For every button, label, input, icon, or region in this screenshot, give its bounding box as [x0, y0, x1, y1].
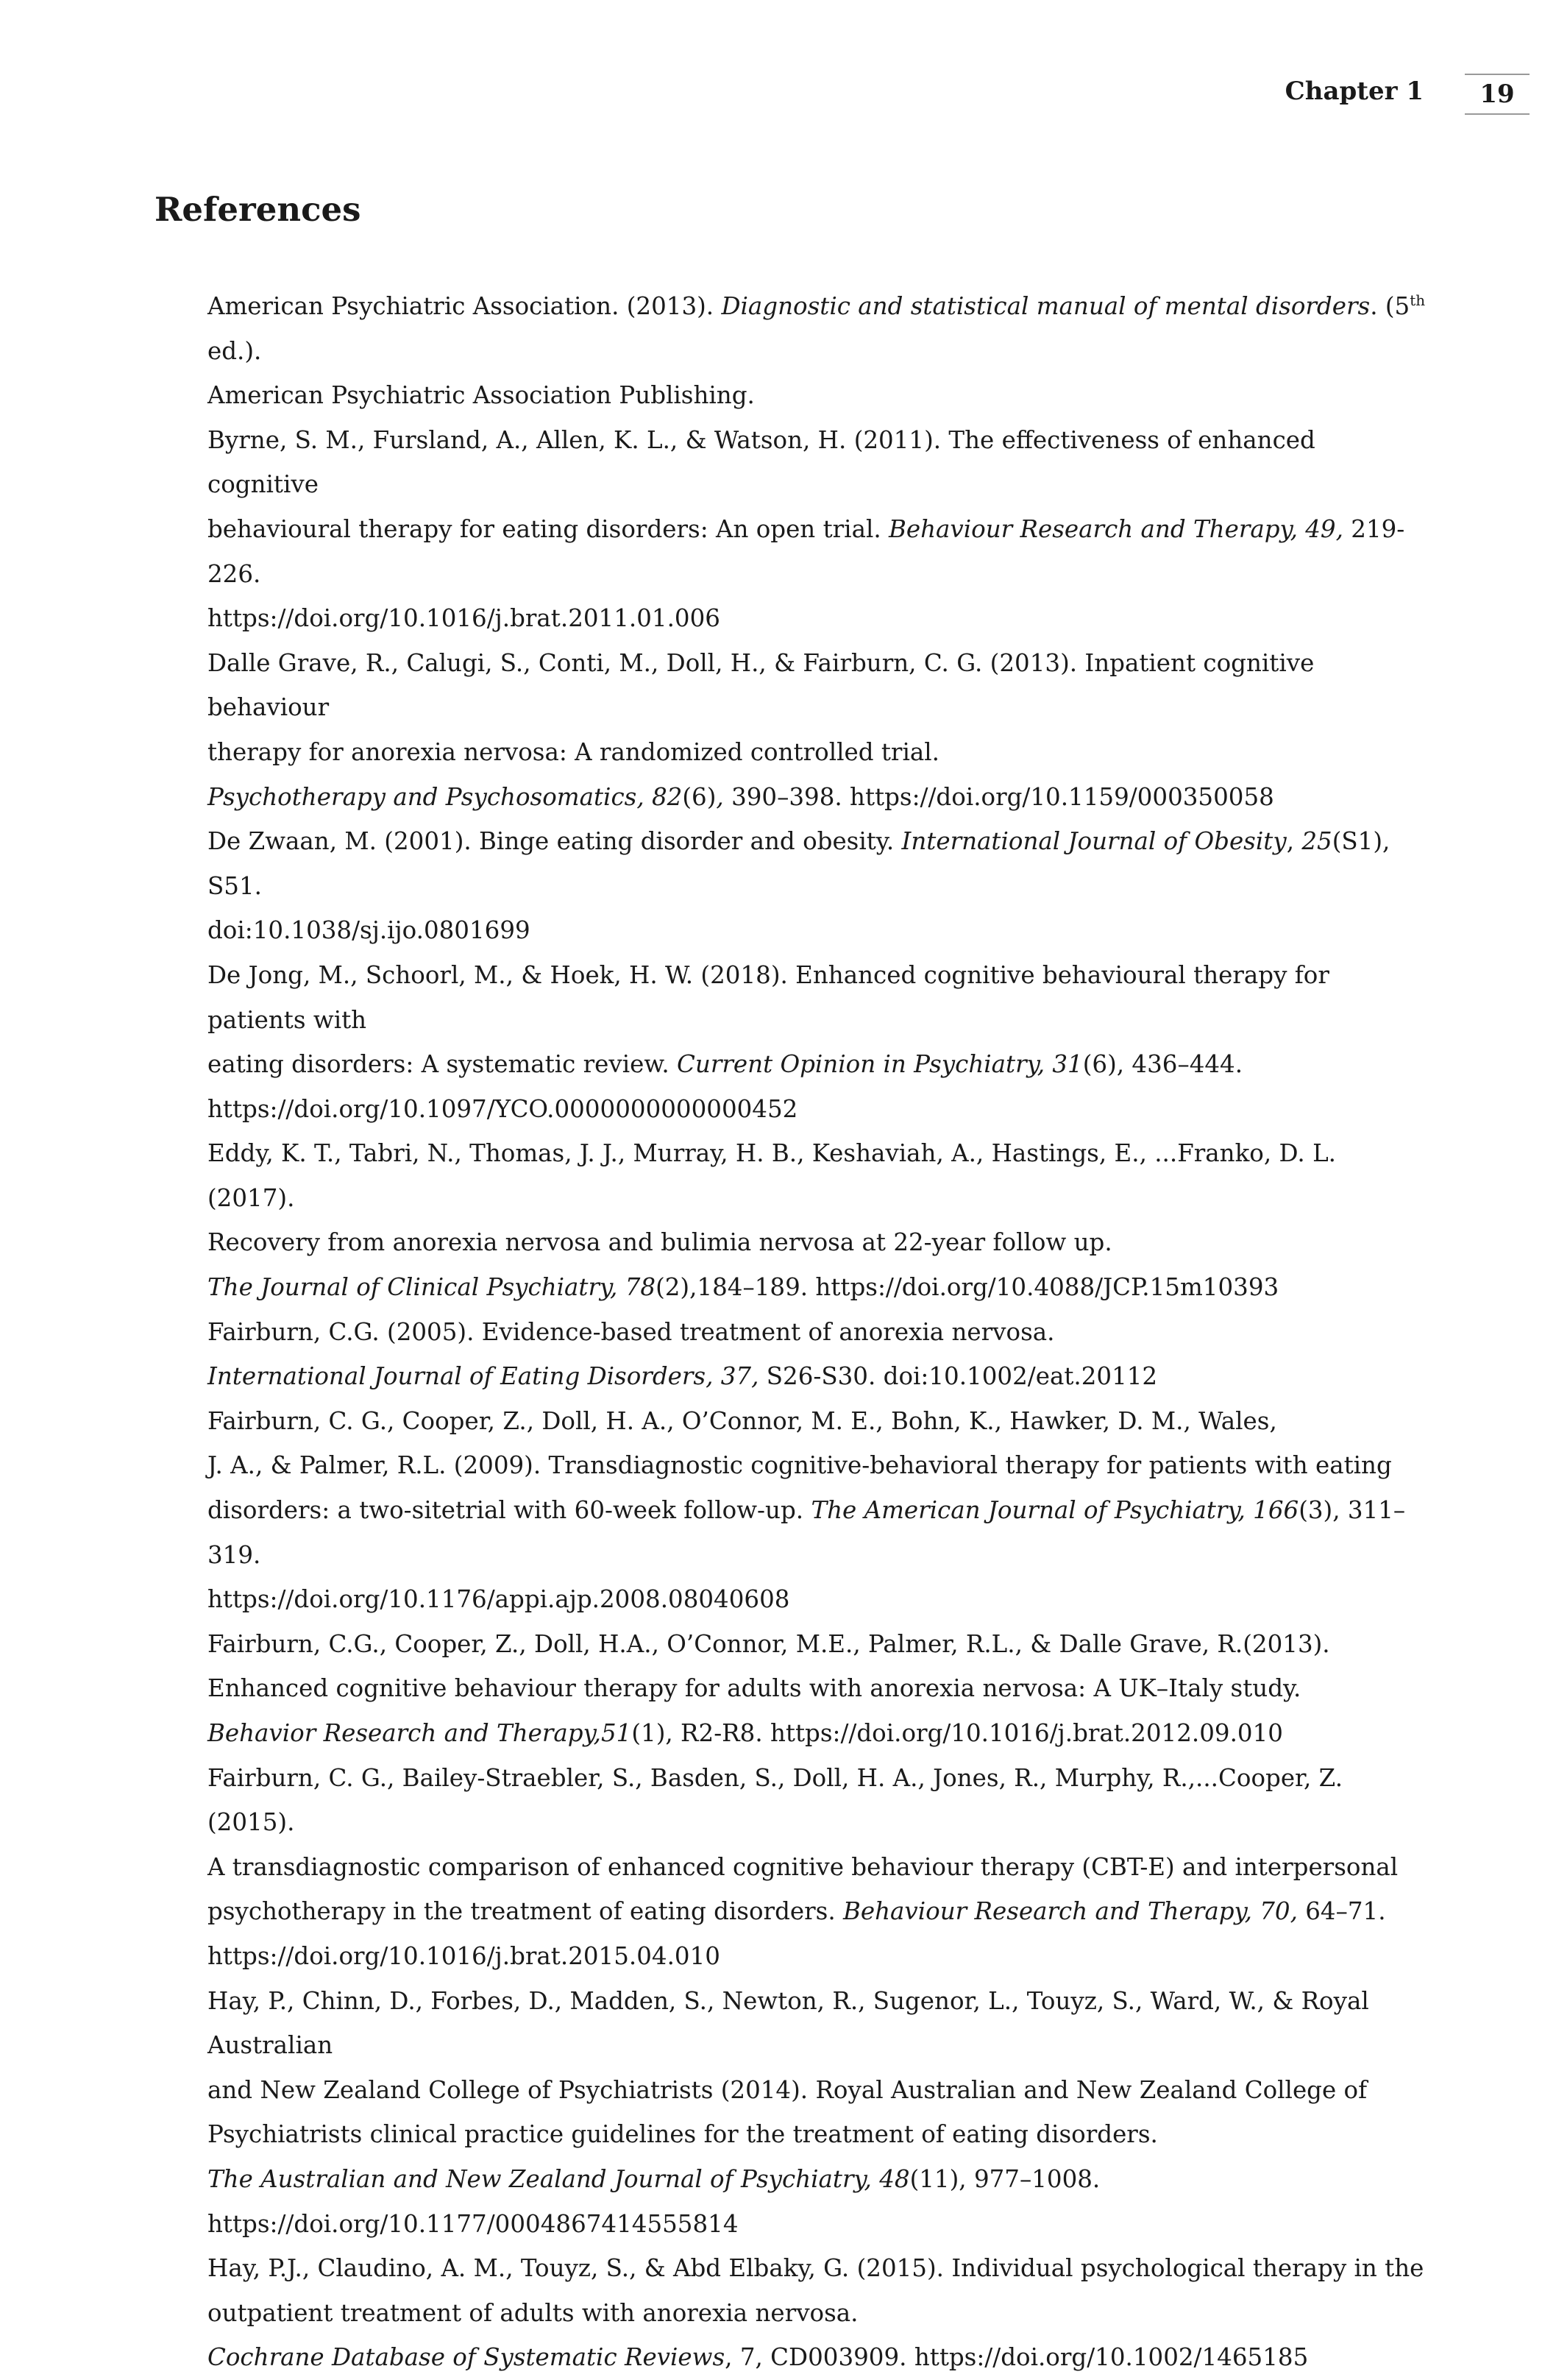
reference-text-segment: https://doi.org/10.1176/appi.ajp.2008.08040608	[207, 1585, 790, 1614]
reference-text-segment: , 7, CD003909. https://doi.org/10.1002/1465185	[725, 2343, 1309, 2372]
reference-text-segment: American Psychiatric Association Publishing.	[207, 381, 755, 410]
reference-line	[207, 418, 1427, 507]
reference-text-segment: Fairburn, C. G., Cooper, Z., Doll, H. A., O’Connor, M. E., Bohn, K., Hawker, D. M., Wales,	[207, 1406, 1277, 1435]
reference-text-segment: De Jong, M., Schoorl, M., & Hoek, H. W. (2018). Enhanced cognitive behavioural therapy for patients with	[207, 960, 1329, 1034]
reference-italic-segment: The Journal of Clinical Psychiatry, 78	[207, 1273, 656, 1302]
reference-italic-segment: Diagnostic and statistical manual of mental disorders	[721, 292, 1371, 320]
reference-text-segment: and New Zealand College of Psychiatrists (2014). Royal Australian and New Zealand College of	[207, 2075, 1368, 2104]
reference-italic-segment: Current Opinion in Psychiatry, 31	[677, 1050, 1083, 1079]
reference-text-segment: (S1), S51.	[207, 827, 1390, 900]
reference-line	[207, 1889, 1427, 1934]
reference-italic-segment: The Australian and New Zealand Journal of Psychiatry, 48	[207, 2164, 910, 2193]
reference-text-segment: disorders: a two-sitetrial with 60-week follow-up.	[207, 1496, 811, 1525]
reference-italic-segment: Cochrane Database of Systematic Reviews	[207, 2343, 725, 2372]
reference-line	[207, 507, 1427, 596]
reference-italic-segment: 25	[1301, 827, 1332, 856]
reference-italic-segment: Behaviour Research and Therapy, 70,	[842, 1897, 1298, 1926]
reference-text-segment: S26-S30. doi:10.1002/eat.20112	[759, 1362, 1158, 1391]
reference-line	[207, 1087, 1427, 1132]
reference-italic-segment: Behavior Research and Therapy,51	[207, 1719, 632, 1747]
reference-text-segment: (2),184–189. https://doi.org/10.4088/JCP.15m10393	[656, 1273, 1279, 1302]
reference-line	[207, 2335, 1427, 2380]
reference-text-segment: De Zwaan, M. (2001). Binge eating disorder and obesity.	[207, 827, 902, 856]
reference-italic-segment: ,	[716, 782, 724, 811]
reference-line	[207, 819, 1427, 908]
reference-text-segment: Hay, P., Chinn, D., Forbes, D., Madden, S., Newton, R., Sugenor, L., Touyz, S., Ward, W., & Royal Australian	[207, 1986, 1369, 2060]
reference-entry	[154, 1979, 1427, 2247]
reference-text-segment: Byrne, S. M., Fursland, A., Allen, K. L., & Watson, H. (2011). The effectiveness of enhanced cognitive	[207, 425, 1315, 499]
reference-text-segment: behavioural therapy for eating disorders: An open trial.	[207, 514, 889, 543]
page-number: 19	[1465, 74, 1530, 115]
reference-text-segment: . (5	[1370, 292, 1410, 320]
reference-line	[207, 2112, 1427, 2157]
reference-text-segment: https://doi.org/10.1016/j.brat.2011.01.006	[207, 604, 720, 633]
reference-text-segment: Hay, P.J., Claudino, A. M., Touyz, S., & Abd Elbaky, G. (2015). Individual psychological therapy in the	[207, 2254, 1424, 2283]
reference-entry	[154, 1399, 1427, 1622]
reference-italic-segment: International Journal of Obesity	[901, 827, 1287, 856]
reference-line	[207, 2246, 1427, 2291]
reference-line	[207, 641, 1427, 730]
reference-text-segment: Psychiatrists clinical practice guidelines for the treatment of eating disorders.	[207, 2120, 1158, 2149]
reference-text-segment: 64–71.	[1297, 1897, 1386, 1926]
reference-line	[207, 730, 1427, 775]
reference-line	[207, 1845, 1427, 1890]
reference-italic-segment: Psychotherapy and Psychosomatics, 82	[207, 782, 683, 811]
reference-text-segment: Eddy, K. T., Tabri, N., Thomas, J. J., Murray, H. B., Keshaviah, A., Hastings, E., ...Franko, D. L. (2017).	[207, 1139, 1337, 1212]
reference-line	[207, 1622, 1427, 1667]
reference-entry	[154, 641, 1427, 819]
reference-line	[207, 1354, 1427, 1399]
reference-text-segment: Fairburn, C.G. (2005). Evidence-based treatment of anorexia nervosa.	[207, 1317, 1055, 1346]
reference-line	[207, 1666, 1427, 1711]
reference-entry	[154, 1622, 1427, 1756]
reference-text-segment: (11), 977–1008.	[909, 2164, 1101, 2193]
reference-line	[207, 1042, 1427, 1087]
running-head: Chapter 1	[1285, 77, 1424, 106]
reference-line	[207, 1265, 1427, 1310]
reference-entry	[154, 953, 1427, 1131]
reference-line	[207, 1131, 1427, 1220]
reference-italic-segment: Behaviour Research and Therapy, 49,	[889, 514, 1343, 543]
reference-text-segment: th	[1410, 291, 1426, 309]
reference-entry	[154, 1310, 1427, 1399]
reference-entry	[154, 2246, 1427, 2380]
reference-entry	[154, 1756, 1427, 1979]
reference-line	[207, 2202, 1427, 2247]
reference-text-segment: eating disorders: A systematic review.	[207, 1050, 678, 1079]
reference-text-segment: Dalle Grave, R., Calugi, S., Conti, M., Doll, H., & Fairburn, C. G. (2013). Inpatient cognitive behaviour	[207, 648, 1315, 722]
reference-text-segment: https://doi.org/10.1177/0004867414555814	[207, 2209, 739, 2238]
reference-text-segment: J. A., & Palmer, R.L. (2009). Transdiagnostic cognitive-behavioral therapy for patients with eating	[207, 1451, 1392, 1480]
reference-italic-segment: International Journal of Eating Disorders, 37,	[207, 1362, 759, 1391]
reference-list	[154, 284, 1427, 2380]
reference-text-segment: (6), 436–444.	[1082, 1050, 1243, 1079]
reference-text-segment: (3), 311–319.	[207, 1496, 1406, 1569]
reference-line	[207, 2291, 1427, 2336]
reference-entry	[154, 819, 1427, 953]
reference-italic-segment: The American Journal of Psychiatry, 166	[811, 1496, 1299, 1525]
reference-entry	[154, 1131, 1427, 1309]
reference-line	[207, 1934, 1427, 1979]
reference-entry	[154, 418, 1427, 641]
reference-line	[207, 284, 1427, 373]
reference-text-segment: ,	[1286, 827, 1302, 856]
reference-line	[207, 1310, 1427, 1355]
reference-line	[207, 2157, 1427, 2202]
reference-text-segment: American Psychiatric Association. (2013).	[207, 292, 722, 320]
reference-text-segment: (1), R2-R8. https://doi.org/10.1016/j.brat.2012.09.010	[631, 1719, 1283, 1747]
reference-text-segment: Fairburn, C. G., Bailey-Straebler, S., Basden, S., Doll, H. A., Jones, R., Murphy, R.,...Cooper, Z. (2015).	[207, 1763, 1343, 1837]
reference-line	[207, 1711, 1427, 1756]
reference-text-segment: Recovery from anorexia nervosa and bulimia nervosa at 22-year follow up.	[207, 1228, 1112, 1257]
reference-text-segment: psychotherapy in the treatment of eating disorders.	[207, 1897, 843, 1926]
reference-text-segment: https://doi.org/10.1097/YCO.0000000000000452	[207, 1094, 798, 1123]
reference-line	[207, 1577, 1427, 1622]
reference-line	[207, 953, 1427, 1042]
reference-line	[207, 1756, 1427, 1845]
reference-line	[207, 1443, 1427, 1488]
reference-text-segment: https://doi.org/10.1016/j.brat.2015.04.010	[207, 1941, 720, 1970]
reference-line	[207, 1399, 1427, 1444]
reference-text-segment: ed.).	[207, 336, 262, 365]
reference-text-segment: Fairburn, C.G., Cooper, Z., Doll, H.A., O’Connor, M.E., Palmer, R.L., & Dalle Grave, R.(2013).	[207, 1629, 1330, 1658]
reference-text-segment: (6)	[682, 782, 717, 811]
reference-text-segment: outpatient treatment of adults with anorexia nervosa.	[207, 2298, 859, 2327]
reference-text-segment: A transdiagnostic comparison of enhanced cognitive behaviour therapy (CBT-E) and interpersonal	[207, 1852, 1399, 1881]
reference-line	[207, 908, 1427, 953]
reference-text-segment: 219-226.	[207, 514, 1405, 588]
reference-line	[207, 373, 1427, 418]
reference-entry	[154, 284, 1427, 418]
reference-text-segment: therapy for anorexia nervosa: A randomized controlled trial.	[207, 737, 939, 766]
reference-line	[207, 1979, 1427, 2068]
reference-line	[207, 596, 1427, 641]
reference-line	[207, 1488, 1427, 1577]
reference-text-segment: Enhanced cognitive behaviour therapy for adults with anorexia nervosa: A UK–Italy study.	[207, 1674, 1301, 1703]
reference-text-segment: doi:10.1038/sj.ijo.0801699	[207, 916, 530, 945]
section-title: References	[154, 190, 361, 229]
reference-line	[207, 775, 1427, 820]
reference-line	[207, 2068, 1427, 2113]
reference-line	[207, 1220, 1427, 1265]
reference-text-segment: 390–398. https://doi.org/10.1159/000350058	[723, 782, 1274, 811]
